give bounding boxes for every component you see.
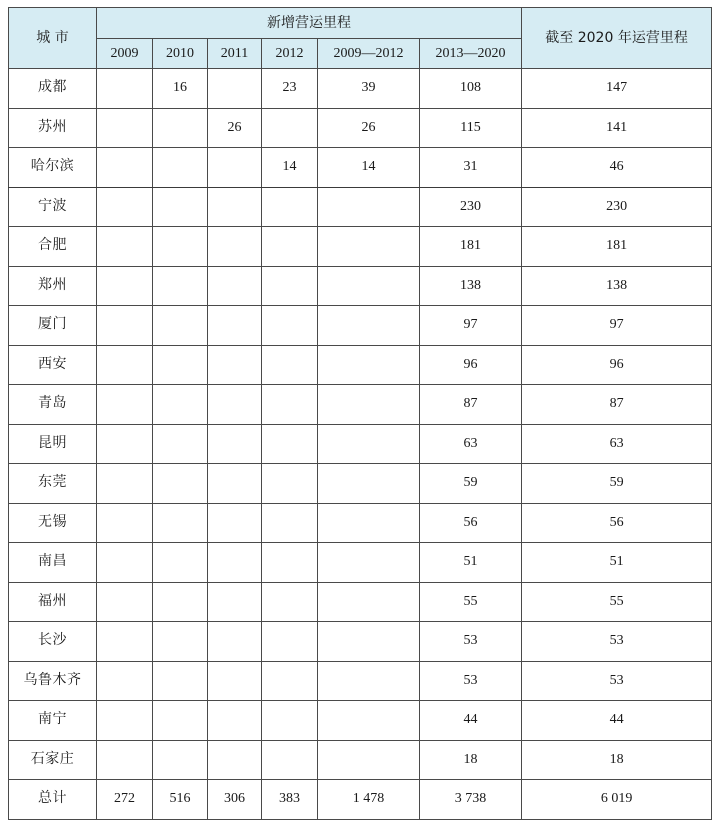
mileage-cell — [153, 740, 208, 780]
mileage-cell — [262, 740, 318, 780]
table-row — [9, 148, 712, 188]
mileage-cell: 31 — [420, 148, 522, 188]
table-row — [9, 306, 712, 346]
cumulative-cell: 96 — [522, 345, 712, 385]
city-name-cell: 昆明 — [9, 424, 97, 464]
mileage-cell: 53 — [420, 622, 522, 662]
mileage-cell — [97, 266, 153, 306]
cumulative-cell: 44 — [522, 701, 712, 741]
mileage-cell — [97, 69, 153, 109]
table-row — [9, 622, 712, 662]
mileage-cell: 87 — [420, 385, 522, 425]
mileage-cell: 14 — [318, 148, 420, 188]
mileage-cell: 306 — [208, 780, 262, 820]
mileage-cell — [208, 424, 262, 464]
cumulative-cell: 138 — [522, 266, 712, 306]
mileage-cell — [208, 266, 262, 306]
mileage-cell: 108 — [420, 69, 522, 109]
city-name-cell: 福州 — [9, 582, 97, 622]
mileage-cell — [318, 187, 420, 227]
mileage-cell — [318, 306, 420, 346]
city-name-cell: 成都 — [9, 69, 97, 109]
mileage-cell — [97, 701, 153, 741]
mileage-cell — [97, 306, 153, 346]
table-row — [9, 701, 712, 741]
mileage-cell — [262, 266, 318, 306]
mileage-cell: 138 — [420, 266, 522, 306]
year-header: 2010 — [153, 39, 208, 69]
mileage-cell — [208, 306, 262, 346]
mileage-cell: 39 — [318, 69, 420, 109]
mileage-cell — [318, 424, 420, 464]
mileage-cell — [153, 464, 208, 504]
mileage-cell: 3 738 — [420, 780, 522, 820]
cumulative-cell: 87 — [522, 385, 712, 425]
mileage-cell — [97, 148, 153, 188]
mileage-cell — [318, 740, 420, 780]
new-mileage-header: 新增营运里程 — [97, 8, 522, 39]
mileage-cell: 18 — [420, 740, 522, 780]
city-name-cell: 青岛 — [9, 385, 97, 425]
cumulative-cell: 53 — [522, 661, 712, 701]
year-header: 2009—2012 — [318, 39, 420, 69]
table-row — [9, 661, 712, 701]
mileage-cell: 55 — [420, 582, 522, 622]
table-row — [9, 424, 712, 464]
mileage-cell — [262, 701, 318, 741]
city-name-cell: 宁波 — [9, 187, 97, 227]
mileage-cell — [153, 345, 208, 385]
cumulative-cell: 63 — [522, 424, 712, 464]
city-column-header: 城 市 — [9, 8, 97, 69]
city-name-cell: 哈尔滨 — [9, 148, 97, 188]
mileage-cell — [262, 108, 318, 148]
mileage-cell — [262, 661, 318, 701]
cumulative-cell: 53 — [522, 622, 712, 662]
mileage-cell — [97, 108, 153, 148]
year-header: 2012 — [262, 39, 318, 69]
mileage-cell — [262, 306, 318, 346]
mileage-cell: 1 478 — [318, 780, 420, 820]
cumulative-cell: 51 — [522, 543, 712, 583]
city-name-cell: 合肥 — [9, 227, 97, 267]
table-row — [9, 464, 712, 504]
table-row — [9, 740, 712, 780]
mileage-cell — [208, 227, 262, 267]
city-name-cell: 南宁 — [9, 701, 97, 741]
mileage-cell — [153, 424, 208, 464]
table-row — [9, 385, 712, 425]
mileage-cell — [262, 424, 318, 464]
mileage-cell — [208, 148, 262, 188]
year-header: 2013—2020 — [420, 39, 522, 69]
mileage-cell — [97, 582, 153, 622]
mileage-cell — [208, 582, 262, 622]
city-name-cell: 西安 — [9, 345, 97, 385]
mileage-cell — [208, 701, 262, 741]
mileage-cell — [318, 345, 420, 385]
mileage-cell — [153, 622, 208, 662]
mileage-cell — [208, 69, 262, 109]
mileage-cell: 181 — [420, 227, 522, 267]
mileage-cell — [153, 108, 208, 148]
mileage-cell — [97, 187, 153, 227]
cumulative-cell: 56 — [522, 503, 712, 543]
table-row — [9, 227, 712, 267]
mileage-cell — [97, 464, 153, 504]
mileage-cell — [97, 424, 153, 464]
mileage-cell — [262, 503, 318, 543]
cumulative-cell: 59 — [522, 464, 712, 504]
city-name-cell: 长沙 — [9, 622, 97, 662]
table-row — [9, 69, 712, 109]
mileage-cell — [318, 385, 420, 425]
table-row — [9, 108, 712, 148]
table-row — [9, 187, 712, 227]
mileage-cell — [318, 503, 420, 543]
city-name-cell: 乌鲁木齐 — [9, 661, 97, 701]
cumulative-cell: 46 — [522, 148, 712, 188]
mileage-cell: 26 — [208, 108, 262, 148]
mileage-cell — [208, 464, 262, 504]
city-name-cell: 郑州 — [9, 266, 97, 306]
cumulative-cell: 230 — [522, 187, 712, 227]
table-row — [9, 780, 712, 820]
mileage-cell — [153, 266, 208, 306]
mileage-cell — [97, 385, 153, 425]
mileage-cell: 230 — [420, 187, 522, 227]
mileage-cell — [318, 582, 420, 622]
mileage-cell — [208, 503, 262, 543]
mileage-cell — [153, 503, 208, 543]
mileage-cell — [318, 661, 420, 701]
mileage-cell — [153, 306, 208, 346]
mileage-cell — [208, 740, 262, 780]
mileage-cell — [318, 543, 420, 583]
mileage-cell: 516 — [153, 780, 208, 820]
mileage-cell — [153, 385, 208, 425]
city-name-cell: 总计 — [9, 780, 97, 820]
mileage-cell — [318, 701, 420, 741]
mileage-cell — [318, 266, 420, 306]
mileage-cell — [97, 661, 153, 701]
mileage-cell — [97, 622, 153, 662]
mileage-cell — [262, 345, 318, 385]
city-name-cell: 厦门 — [9, 306, 97, 346]
table-body — [9, 69, 712, 820]
mileage-cell — [208, 661, 262, 701]
mileage-cell — [153, 661, 208, 701]
mileage-cell — [262, 622, 318, 662]
city-name-cell: 东莞 — [9, 464, 97, 504]
mileage-cell — [153, 187, 208, 227]
city-name-cell: 无锡 — [9, 503, 97, 543]
mileage-cell: 115 — [420, 108, 522, 148]
mileage-cell — [97, 740, 153, 780]
mileage-cell: 272 — [97, 780, 153, 820]
mileage-cell — [97, 345, 153, 385]
table-row — [9, 503, 712, 543]
mileage-cell: 16 — [153, 69, 208, 109]
city-name-cell: 石家庄 — [9, 740, 97, 780]
cumulative-cell: 141 — [522, 108, 712, 148]
city-name-cell: 苏州 — [9, 108, 97, 148]
mileage-cell — [262, 187, 318, 227]
mileage-table — [8, 7, 712, 820]
mileage-cell — [97, 227, 153, 267]
mileage-cell: 383 — [262, 780, 318, 820]
mileage-cell — [262, 464, 318, 504]
mileage-cell — [318, 227, 420, 267]
mileage-cell: 63 — [420, 424, 522, 464]
mileage-cell — [318, 464, 420, 504]
cumulative-cell: 97 — [522, 306, 712, 346]
mileage-cell — [208, 345, 262, 385]
cumulative-cell: 6 019 — [522, 780, 712, 820]
mileage-cell — [208, 543, 262, 583]
cumulative-cell: 147 — [522, 69, 712, 109]
mileage-cell — [262, 385, 318, 425]
mileage-cell: 96 — [420, 345, 522, 385]
table-row — [9, 543, 712, 583]
mileage-cell — [153, 227, 208, 267]
mileage-cell: 53 — [420, 661, 522, 701]
mileage-cell — [262, 543, 318, 583]
cumulative-mileage-header: 截至 2020 年运营里程 — [522, 8, 712, 69]
cumulative-cell: 181 — [522, 227, 712, 267]
table-row — [9, 345, 712, 385]
year-header: 2011 — [208, 39, 262, 69]
mileage-cell — [97, 503, 153, 543]
city-name-cell: 南昌 — [9, 543, 97, 583]
mileage-cell: 56 — [420, 503, 522, 543]
mileage-cell — [208, 622, 262, 662]
mileage-cell: 26 — [318, 108, 420, 148]
mileage-cell: 23 — [262, 69, 318, 109]
mileage-cell — [153, 582, 208, 622]
table-row — [9, 582, 712, 622]
mileage-cell: 97 — [420, 306, 522, 346]
cumulative-cell: 55 — [522, 582, 712, 622]
mileage-cell: 51 — [420, 543, 522, 583]
mileage-cell — [97, 543, 153, 583]
mileage-cell: 44 — [420, 701, 522, 741]
mileage-cell — [318, 622, 420, 662]
mileage-cell — [153, 148, 208, 188]
mileage-cell — [262, 227, 318, 267]
year-header: 2009 — [97, 39, 153, 69]
mileage-cell: 59 — [420, 464, 522, 504]
mileage-cell — [262, 582, 318, 622]
cumulative-cell: 18 — [522, 740, 712, 780]
mileage-cell — [153, 543, 208, 583]
table-row — [9, 266, 712, 306]
mileage-cell — [208, 385, 262, 425]
mileage-cell: 14 — [262, 148, 318, 188]
mileage-cell — [208, 187, 262, 227]
mileage-cell — [153, 701, 208, 741]
